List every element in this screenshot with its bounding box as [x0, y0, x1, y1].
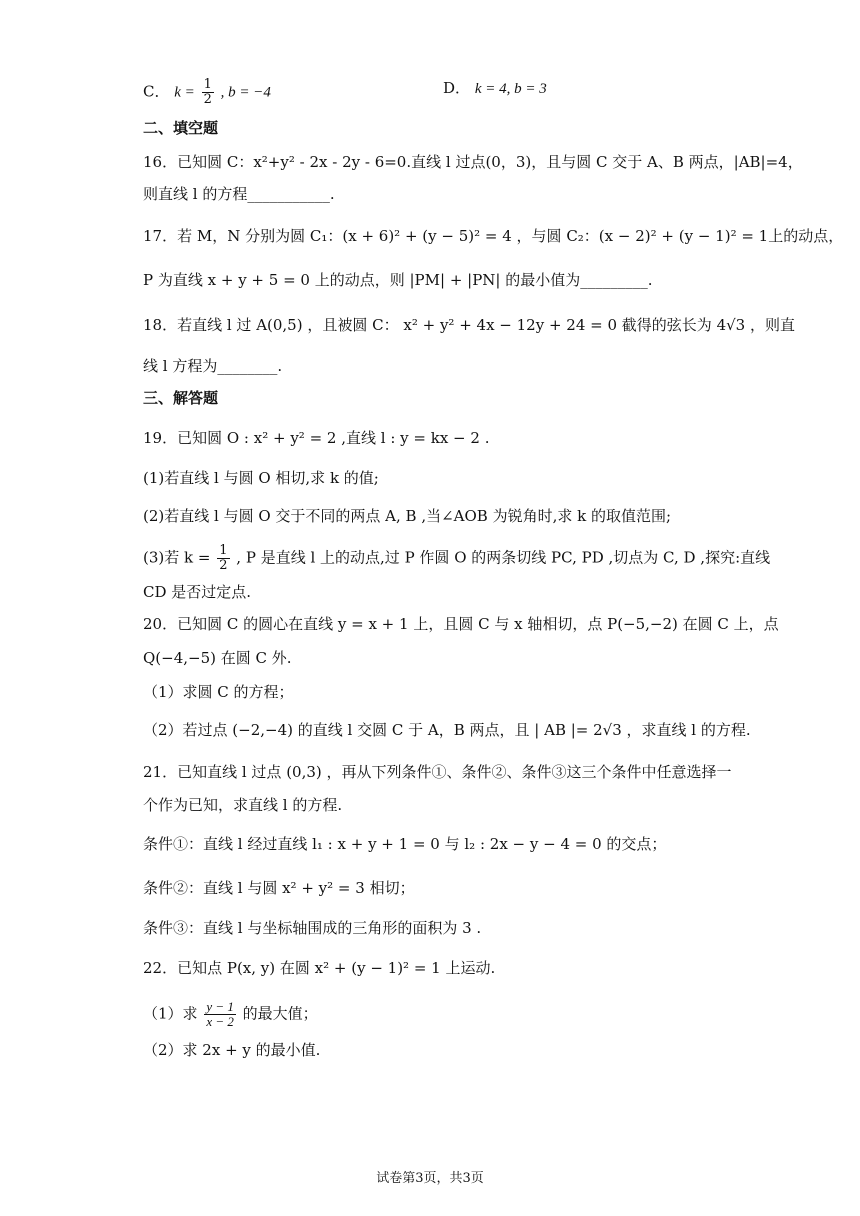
fraction: $\frac{y - 1}{x - 2}$: [206, 999, 234, 1029]
option-c: C． k = $\frac{1}{2}$ , b = −4: [143, 77, 271, 107]
option-d: D． k = 4, b = 3: [443, 79, 547, 97]
q21-condition3: 条件③：直线 l 与坐标轴围成的三角形的面积为 3 .: [143, 919, 482, 937]
q21-line2: 个作为已知，求直线 l 的方程.: [143, 796, 343, 814]
fraction: $\frac{1}{2}$: [219, 543, 228, 573]
q17-line2: P 为直线 x + y + 5 = 0 上的动点，则 |PM| + |PN| 的最小值为_________.: [143, 271, 653, 289]
q18-line2: 线 l 方程为________.: [143, 357, 283, 375]
q20-part2: （2）若过点 (−2,−4) 的直线 l 交圆 C 于 A，B 两点，且 | AB |= 2√3 ，求直线 l 的方程.: [143, 721, 751, 739]
fraction: $\frac{1}{2}$: [203, 77, 212, 107]
q19-part3-line2: CD 是否过定点.: [143, 583, 252, 601]
section-title-answer: 三、解答题: [143, 389, 219, 407]
q19-stem: 19．已知圆 O : x² + y² = 2 ,直线 l : y = kx − 2 .: [143, 429, 490, 447]
q18-line1: 18．若直线 l 过 A(0,5) ，且被圆 C： x² + y² + 4x − 12y + 24 = 0 截得的弦长为 4√3 ，则直: [143, 316, 795, 334]
q22-part2: （2）求 2x + y 的最小值.: [143, 1041, 321, 1059]
q22-part1: （1）求 $\frac{y - 1}{x - 2}$ 的最大值；: [143, 999, 318, 1029]
q21-condition2: 条件②：直线 l 与圆 x² + y² = 3 相切；: [143, 879, 415, 897]
page-footer: 试卷第3页，共3页: [376, 1171, 484, 1186]
q21-condition1: 条件①：直线 l 经过直线 l₁ : x + y + 1 = 0 与 l₂ : 2x − y − 4 = 0 的交点；: [143, 835, 667, 853]
q21-line1: 21．已知直线 l 过点 (0,3) ，再从下列条件①、条件②、条件③这三个条件中任意选择一: [143, 763, 732, 781]
section-title-fill-blank: 二、填空题: [143, 119, 219, 137]
q19-part2: (2)若直线 l 与圆 O 交于不同的两点 A, B ,当∠AOB 为锐角时,求 k 的取值范围;: [143, 507, 672, 525]
q22-stem: 22．已知点 P(x, y) 在圆 x² + (y − 1)² = 1 上运动.: [143, 959, 496, 977]
q19-part1: (1)若直线 l 与圆 O 相切,求 k 的值;: [143, 469, 379, 487]
q20-part1: （1）求圆 C 的方程；: [143, 683, 294, 701]
q16-line2: 则直线 l 的方程___________.: [143, 185, 335, 203]
q20-line2: Q(−4,−5) 在圆 C 外.: [143, 649, 292, 667]
q17-line1: 17．若 M，N 分别为圆 C₁：(x + 6)² + (y − 5)² = 4 ，与圆 C₂：(x − 2)² + (y − 1)² = 1上的动点，: [143, 227, 844, 245]
q19-part3: (3)若 k = $\frac{1}{2}$ , P 是直线 l 上的动点,过 P 作圆 O 的两条切线 PC, PD ,切点为 C, D ,探究:直线: [143, 543, 771, 573]
q20-line1: 20．已知圆 C 的圆心在直线 y = x + 1 上，且圆 C 与 x 轴相切，点 P(−5,−2) 在圆 C 上，点: [143, 615, 779, 633]
q16-line1: 16．已知圆 C：x²+y² - 2x - 2y - 6=0.直线 l 过点(0，3)，且与圆 C 交于 A、B 两点，|AB|=4，: [143, 153, 803, 171]
